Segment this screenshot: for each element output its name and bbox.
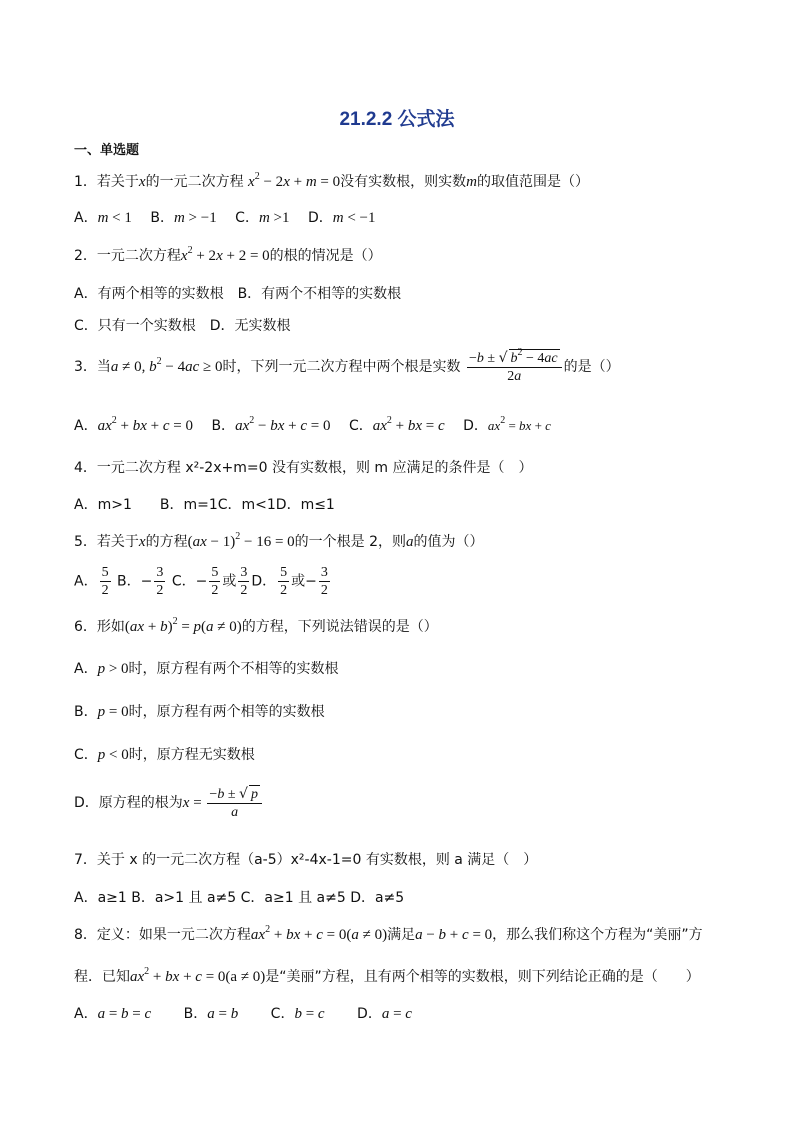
question-3-options: A．$ax^2$ + bx + c = 0 B．$ax^2$ − bx + c = 0 C．$ax^2$ + bx = c D．$ax^2$ = bx + c [74, 415, 551, 434]
question-8-line-1: 8．定义：如果一元二次方程$ax^2$ + bx + c = 0(a ≠ 0)满足a − b + c = 0，那么我们称这个方程为“美丽”方 [74, 924, 703, 943]
question-2: 2．一元二次方程$x^2 + 2x + 2 = 0$的根的情况是（） [74, 245, 382, 264]
question-8-line-2: 程．已知$ax^2$ + bx + c = 0(a ≠ 0)是“美丽”方程，且有两个相等的实数根，则下列结论正确的是（ ） [74, 966, 700, 985]
question-4-options: A．m>1 B．m=1C．m<1D．m≤1 [74, 497, 335, 513]
section-heading: 一、单选题 [74, 143, 140, 158]
question-6-option-a: A．p > 0时，原方程有两个不相等的实数根 [74, 661, 339, 677]
document-title: 21.2.2 公式法 [339, 109, 455, 130]
question-7-options: A．a≥1 B．a>1 且 a≠5 C．a≥1 且 a≠5 D．a≠5 [74, 890, 405, 906]
question-2-options-ab: A．有两个相等的实数根 B．有两个不相等的实数根 [74, 286, 402, 302]
question-5: 5．若关于x的方程(ax − 1)$^2$ − 16 = 0的一个根是 2，则a的值为（） [74, 531, 484, 550]
question-4: 4．一元二次方程 x²-2x+m=0 没有实数根，则 m 应满足的条件是（ ） [74, 460, 533, 476]
question-6-option-d: D．原方程的根为x = $\frac{-b \pm √ p}{a}$ [74, 785, 264, 821]
question-3: 3．当a ≠ 0, $b^2 - 4ac \ge 0$时，下列一元二次方程中两个根是实数 $\frac{-b \pm √ b^2 - 4ac}{2a}$ 的是（） [74, 347, 620, 384]
question-8-options: A．a = b = c B．a = b C．b = c D．a = c [74, 1006, 412, 1022]
quadratic-formula: $\frac{-b \pm √ b^2 - 4ac}{2a}$ [467, 349, 562, 385]
formula: $x^2 - 2x + m = 0$ [248, 171, 341, 190]
question-2-options-cd: C．只有一个实数根 D．无实数根 [74, 318, 291, 334]
question-7: 7．关于 x 的一元二次方程（a-5）x²-4x-1=0 有实数根，则 a 满足（ ） [74, 852, 538, 868]
question-6-option-c: C．p < 0时，原方程无实数根 [74, 747, 255, 763]
question-5-options: A． $\frac{5}{2}$ B．− $\frac{3}{2}$ C．− $\frac{5}{2}$ 或 $\frac{3}{2}$ D． $\frac{5}{2}$ 或− $\frac{3}{2}$ [74, 565, 328, 598]
question-1-options: A．m < 1 B．m > −1 C．m >1 D．m < −1 [74, 210, 376, 226]
question-6-option-b: B．p = 0时，原方程有两个相等的实数根 [74, 704, 325, 720]
question-6: 6．形如(ax + b)$^2$ = p(a ≠ 0)的方程，下列说法错误的是（） [74, 616, 438, 635]
question-1: 1．若关于x的一元二次方程 $x^2 - 2x + m = 0$没有实数根，则实数m的取值范围是（） [74, 171, 589, 190]
